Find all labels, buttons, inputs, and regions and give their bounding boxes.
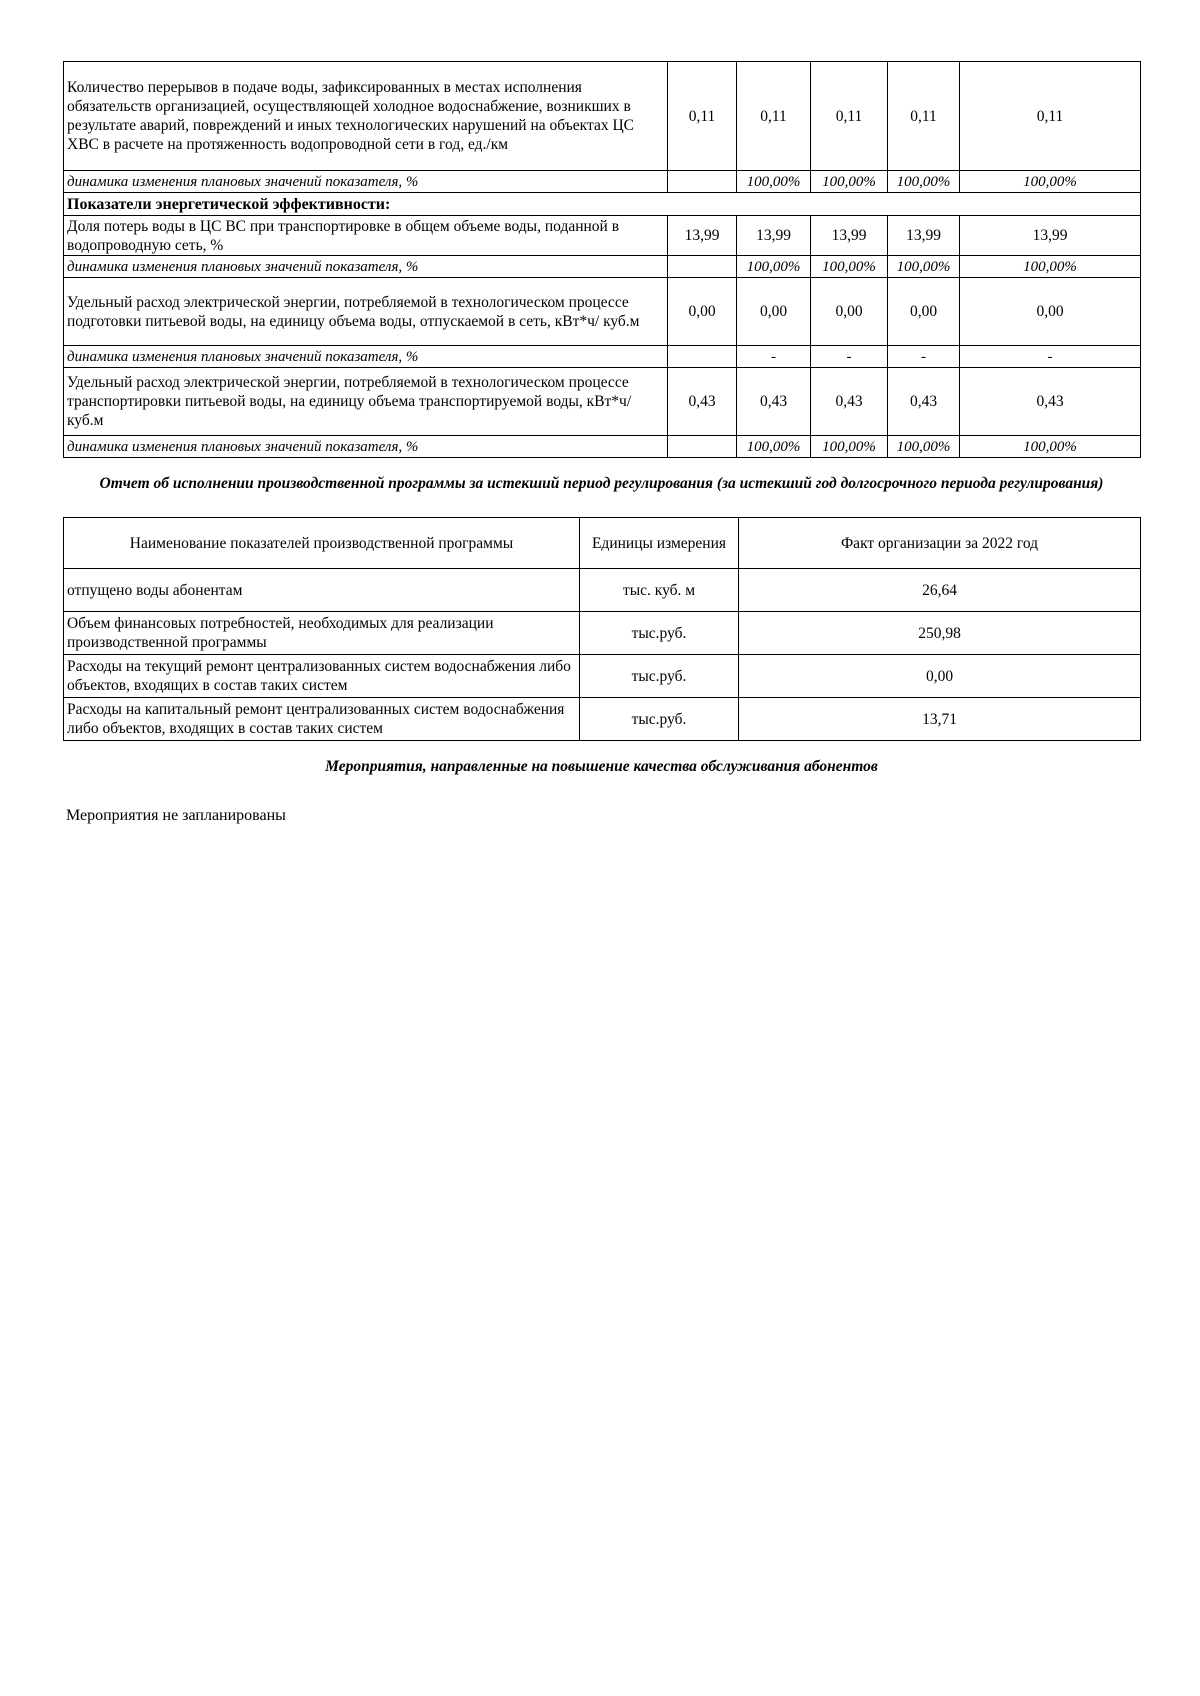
report-unit: тыс.руб.: [580, 612, 739, 655]
indicator-value: 13,99: [960, 216, 1141, 256]
dynamics-value: 100,00%: [811, 436, 888, 458]
indicator-label: Удельный расход электрической энергии, потребляемой в технологическом процессе транспортировки питьевой воды, на единицу объема транспортируемой воды, кВт*ч/ куб.м: [64, 368, 668, 436]
report-unit: тыс. куб. м: [580, 569, 739, 612]
report-value: 0,00: [739, 655, 1141, 698]
table-row: [64, 698, 1141, 741]
measures-note: Мероприятия не запланированы: [66, 807, 286, 824]
table-row: [64, 171, 1141, 193]
indicator-value: 13,99: [668, 216, 737, 256]
column-header: Факт организации за 2022 год: [739, 518, 1141, 569]
indicator-value: 0,11: [888, 62, 960, 171]
table-row: [64, 346, 1141, 368]
indicator-label: Доля потерь воды в ЦС ВС при транспортировке в общем объеме воды, поданной в водопроводную сеть, %: [64, 216, 668, 256]
table-row: [64, 62, 1141, 171]
dynamics-value: 100,00%: [737, 171, 811, 193]
report-name: Расходы на капитальный ремонт централизованных систем водоснабжения либо объектов, входящих в состав таких систем: [64, 698, 580, 741]
indicator-value: 0,11: [668, 62, 737, 171]
dynamics-value: 100,00%: [737, 256, 811, 278]
dynamics-value: [668, 346, 737, 368]
indicator-value: 13,99: [737, 216, 811, 256]
report-unit: тыс.руб.: [580, 655, 739, 698]
dynamics-value: 100,00%: [960, 256, 1141, 278]
indicator-value: 0,00: [811, 278, 888, 346]
dynamics-value: 100,00%: [888, 171, 960, 193]
dynamics-value: 100,00%: [737, 436, 811, 458]
dynamics-label: динамика изменения плановых значений показателя, %: [64, 171, 668, 193]
report-value: 13,71: [739, 698, 1141, 741]
indicator-value: 0,00: [668, 278, 737, 346]
table-row: [64, 436, 1141, 458]
column-header: Единицы измерения: [580, 518, 739, 569]
indicator-value: 0,00: [888, 278, 960, 346]
dynamics-value: 100,00%: [960, 171, 1141, 193]
report-caption: Отчет об исполнении производственной программы за истекший период регулирования (за истекший год долгосрочного периода регулирования): [99, 475, 1104, 492]
column-header: Наименование показателей производственной программы: [64, 518, 580, 569]
measures-caption: Мероприятия, направленные на повышение качества обслуживания абонентов: [325, 758, 878, 775]
table-row: [64, 368, 1141, 436]
indicator-label: Количество перерывов в подаче воды, зафиксированных в местах исполнения обязательств организацией, осуществляющей холодное водоснабжение, возникших в результате аварий, повреждений и иных технологических нарушений на объектах ЦС ХВС в расчете на протяженность водопроводной сети в год, ед./км: [64, 62, 668, 171]
dynamics-value: 100,00%: [811, 256, 888, 278]
table-row: [64, 256, 1141, 278]
dynamics-value: [668, 171, 737, 193]
dynamics-value: 100,00%: [888, 256, 960, 278]
indicator-value: 0,43: [960, 368, 1141, 436]
dynamics-label: динамика изменения плановых значений показателя, %: [64, 256, 668, 278]
table-row: [64, 278, 1141, 346]
dynamics-label: динамика изменения плановых значений показателя, %: [64, 436, 668, 458]
report-unit: тыс.руб.: [580, 698, 739, 741]
table-row: [64, 612, 1141, 655]
dynamics-label: динамика изменения плановых значений показателя, %: [64, 346, 668, 368]
dynamics-value: -: [888, 346, 960, 368]
report-table: [63, 517, 1141, 741]
dynamics-value: 100,00%: [888, 436, 960, 458]
section-heading: Показатели энергетической эффективности:: [64, 193, 1141, 216]
report-name: отпущено воды абонентам: [64, 569, 580, 612]
indicator-value: 0,00: [737, 278, 811, 346]
dynamics-value: -: [811, 346, 888, 368]
indicator-value: 0,00: [960, 278, 1141, 346]
report-name: Объем финансовых потребностей, необходимых для реализации производственной программы: [64, 612, 580, 655]
indicator-value: 0,11: [811, 62, 888, 171]
table-header-row: [64, 518, 1141, 569]
table-row: [64, 216, 1141, 256]
dynamics-value: -: [737, 346, 811, 368]
indicators-table: [63, 61, 1141, 458]
report-value: 26,64: [739, 569, 1141, 612]
indicator-value: 0,43: [811, 368, 888, 436]
indicator-value: 0,43: [888, 368, 960, 436]
table-row: [64, 569, 1141, 612]
report-name: Расходы на текущий ремонт централизованных систем водоснабжения либо объектов, входящих в состав таких систем: [64, 655, 580, 698]
indicator-label: Удельный расход электрической энергии, потребляемой в технологическом процессе подготовки питьевой воды, на единицу объема воды, отпускаемой в сеть, кВт*ч/ куб.м: [64, 278, 668, 346]
indicator-value: 0,11: [737, 62, 811, 171]
dynamics-value: 100,00%: [960, 436, 1141, 458]
indicator-value: 0,43: [668, 368, 737, 436]
dynamics-value: [668, 436, 737, 458]
dynamics-value: -: [960, 346, 1141, 368]
dynamics-value: [668, 256, 737, 278]
indicator-value: 0,11: [960, 62, 1141, 171]
indicator-value: 13,99: [888, 216, 960, 256]
indicator-value: 0,43: [737, 368, 811, 436]
dynamics-value: 100,00%: [811, 171, 888, 193]
indicator-value: 13,99: [811, 216, 888, 256]
table-row: [64, 655, 1141, 698]
table-row: [64, 193, 1141, 216]
report-value: 250,98: [739, 612, 1141, 655]
